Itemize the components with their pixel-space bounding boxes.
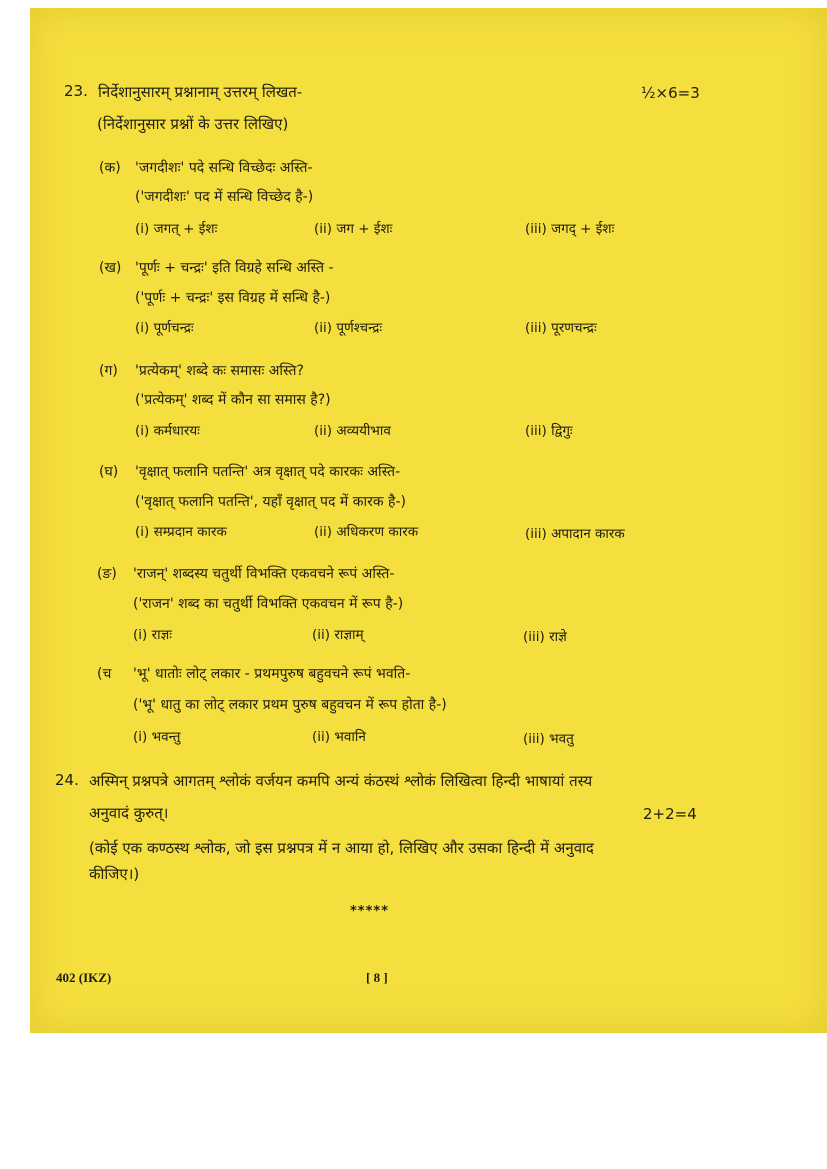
part-label: (च — [97, 666, 112, 682]
option-2: (ii) अधिकरण कारक — [314, 524, 419, 540]
part-question-hindi: ('वृक्षात् फलानि पतन्ति', यहाँ वृक्षात् पद में कारक है-) — [135, 494, 406, 510]
option-3: (iii) अपादान कारक — [525, 526, 625, 542]
q23-number: 23. — [64, 82, 88, 100]
part-question-hindi: ('प्रत्येकम्' शब्द में कौन सा समास है?) — [135, 392, 331, 408]
option-1: (i) जगत् + ईशः — [135, 221, 218, 237]
q23-marks: ½×6=3 — [641, 84, 700, 102]
q23-title-hindi: (निर्देशानुसार प्रश्नों के उत्तर लिखिए) — [97, 115, 289, 133]
option-2: (ii) अव्ययीभाव — [314, 423, 391, 439]
part-label: (घ) — [99, 464, 119, 480]
option-3: (iii) राज्ञे — [523, 629, 567, 645]
option-1: (i) भवन्तु — [133, 729, 181, 745]
option-2: (ii) पूर्णश्चन्द्रः — [314, 320, 383, 336]
option-2: (ii) जग + ईशः — [314, 221, 393, 237]
q24-line1: अस्मिन् प्रश्नपत्रे आगतम् श्लोकं वर्जयन कमपि अन्यं कंठस्थं श्लोकं लिखित्वा हिन्दी भाषायां तस्य — [89, 772, 593, 790]
footer-code: 402 (IKZ) — [56, 970, 112, 985]
part-label: (ङ) — [97, 566, 117, 582]
part-label: (क) — [99, 160, 121, 176]
q24-marks: 2+2=4 — [643, 805, 697, 823]
q24-number: 24. — [55, 771, 79, 789]
option-3: (iii) भवतु — [523, 731, 574, 747]
part-question: 'भू' धातोः लोट् लकार - प्रथमपुरुष बहुवचने रूपं भवति- — [133, 666, 411, 682]
part-question-hindi: ('भू' धातु का लोट् लकार प्रथम पुरुष बहुवचन में रूप होता है-) — [133, 697, 447, 713]
part-question: 'प्रत्येकम्' शब्दे कः समासः अस्ति? — [135, 363, 304, 379]
part-question: 'जगदीशः' पदे सन्धि विच्छेदः अस्ति- — [135, 160, 313, 176]
option-3: (iii) पूरणचन्द्रः — [525, 320, 597, 336]
footer-page-number: [ 8 ] — [366, 970, 388, 985]
part-label: (ख) — [99, 260, 122, 276]
option-3: (iii) जगद् + ईशः — [525, 221, 615, 237]
q23-title: निर्देशानुसारम् प्रश्नानाम् उत्तरम् लिखत- — [98, 83, 303, 101]
option-1: (i) कर्मधारयः — [135, 423, 200, 439]
part-question-hindi: ('राजन' शब्द का चतुर्थी विभक्ति एकवचन में रूप है-) — [133, 596, 404, 612]
option-1: (i) सम्प्रदान कारक — [135, 524, 227, 540]
q24-line2: अनुवादं कुरुत्। — [89, 804, 169, 822]
option-3: (iii) द्विगुः — [525, 423, 573, 439]
option-2: (ii) राज्ञाम् — [312, 627, 364, 643]
part-question: 'राजन्' शब्दस्य चतुर्थी विभक्ति एकवचने रूपं अस्ति- — [133, 566, 395, 582]
q24-hindi-line1: (कोई एक कण्ठस्थ श्लोक, जो इस प्रश्नपत्र में न आया हो, लिखिए और उसका हिन्दी में अनुवाद — [89, 839, 594, 857]
part-label: (ग) — [99, 363, 118, 379]
option-2: (ii) भवानि — [312, 729, 366, 745]
option-1: (i) पूर्णचन्द्रः — [135, 320, 194, 336]
part-question: 'वृक्षात् फलानि पतन्ति' अत्र वृक्षात् पदे कारकः अस्ति- — [135, 464, 401, 480]
end-mark: ***** — [350, 904, 389, 919]
part-question: 'पूर्णः + चन्द्रः' इति विग्रहे सन्धि अस्ति - — [135, 260, 334, 276]
q24-hindi-line2: कीजिए।) — [89, 865, 140, 883]
part-question-hindi: ('जगदीशः' पद में सन्धि विच्छेद है-) — [135, 189, 314, 205]
option-1: (i) राज्ञः — [133, 627, 172, 643]
part-question-hindi: ('पूर्णः + चन्द्रः' इस विग्रह में सन्धि है-) — [135, 290, 331, 306]
